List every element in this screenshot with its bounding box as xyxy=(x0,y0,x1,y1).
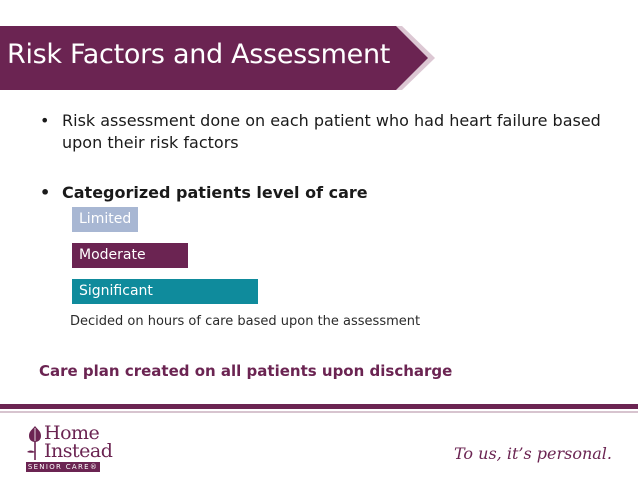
tulip-icon xyxy=(26,424,44,462)
bullet-text: Categorized patients level of care xyxy=(62,183,368,202)
bullet-text: Risk assessment done on each patient who had heart failure based upon their risk factors xyxy=(62,111,601,152)
footer-divider xyxy=(0,404,638,409)
title-banner xyxy=(0,26,435,90)
slide-title: Risk Factors and Assessment xyxy=(7,39,391,70)
bullet-marker: • xyxy=(40,183,51,202)
care-level-limited: Limited xyxy=(72,207,138,232)
logo-home-text: Home xyxy=(44,422,100,444)
logo-instead-text: Instead xyxy=(44,440,113,462)
footer-divider-light xyxy=(0,411,638,413)
home-instead-logo xyxy=(26,424,146,472)
logo-senior-care-text: SENIOR CARE® xyxy=(27,463,99,471)
assessment-note: Decided on hours of care based upon the assessment xyxy=(70,314,421,329)
bullet-marker: • xyxy=(40,111,50,130)
care-plan-statement: Care plan created on all patients upon discharge xyxy=(39,362,453,380)
care-level-moderate: Moderate xyxy=(72,243,188,268)
care-level-significant: Significant xyxy=(72,279,258,304)
tagline: To us, it’s personal. xyxy=(453,444,612,463)
